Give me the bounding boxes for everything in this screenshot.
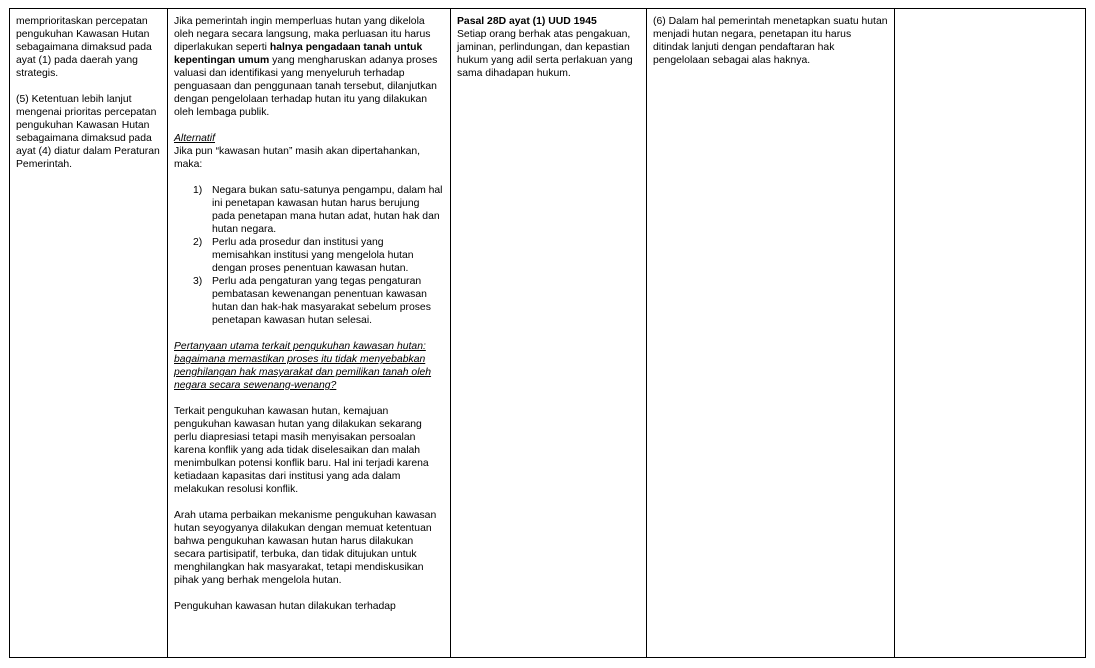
analysis-intro: Jika pemerintah ingin memperluas hutan yang dikelola oleh negara secara langsung, maka perluasan itu harus diperlakukan seperti halnya pengadaan tanah untuk kepentingan umum yang mengharuskan adanya proses valuasi dan identifikasi yang menyeluruh terhadap penguasaan dan penggunaan tanah tersebut, dilanjutkan dengan pengelolaan terhadap hutan itu yang dilakukan oleh lembaga publik. (174, 16, 438, 118)
main-question: Pertanyaan utama terkait pengukuhan kawasan hutan: bagaimana memastikan proses itu tidak menyebabkan penghilangan hak masyarakat dan pemilikan tanah oleh negara secara sewenang-wenang? (174, 341, 432, 391)
list-item: 3) Perlu ada pengaturan yang tegas pengaturan pembatasan kewenangan penentuan kawasan hutan dan hak-hak masyarakat sebelum proses penetapan kawasan hutan selesai. (193, 276, 431, 326)
table-row (10, 9, 1086, 658)
cell-notes (895, 9, 1086, 658)
law-paragraph-5: (5) Ketentuan lebih lanjut mengenai prioritas percepatan pengukuhan Kawasan Hutan sebagaimana dimaksud pada ayat (4) diatur dalam Peraturan Pemerintah. (16, 94, 160, 170)
alternative-list (174, 184, 444, 327)
final-paragraph: Pengukuhan kawasan hutan dilakukan terhadap (174, 601, 396, 612)
cell-proposal (647, 9, 895, 658)
cell-legal-basis (451, 9, 647, 658)
alternative-heading: Alternatif (174, 133, 216, 144)
document-table (9, 8, 1086, 658)
bold-phrase: halnya pengadaan tanah untuk kepentingan umum (174, 42, 423, 66)
alternative-intro: Jika pun “kawasan hutan” masih akan dipertahankan, maka: (174, 146, 421, 170)
cell-law-text (10, 9, 168, 658)
list-item: 2) Perlu ada prosedur dan institusi yang memisahkan institusi yang mengelola hutan dengan proses penentuan kawasan hutan. (193, 237, 414, 274)
legal-basis-body: Setiap orang berhak atas pengakuan, jaminan, perlindungan, dan kepastian hukum yang adil serta perlakuan yang sama dihadapan hukum. (457, 29, 633, 79)
law-paragraph-4-continued: memprioritaskan percepatan pengukuhan Kawasan Hutan sebagaimana dimaksud pada ayat (1) pada daerah yang strategis. (16, 16, 152, 79)
legal-basis-heading: Pasal 28D ayat (1) UUD 1945 (457, 16, 597, 27)
direction-paragraph: Arah utama perbaikan mekanisme pengukuhan kawasan hutan seyogyanya dilakukan dengan memuat ketentuan bahwa pengukuhan kawasan hutan harus dilakukan secara partisipatif, terbuka, dan tidak ditujukan untuk menghilangkan hak masyarakat, tetapi mendiskusikan pihak yang berhak mengelola hutan. (174, 510, 437, 586)
proposal-paragraph-6: (6) Dalam hal pemerintah menetapkan suatu hutan menjadi hutan negara, penetapan itu harus ditindak lanjuti dengan pendaftaran hak pengelolaan sebagai alas haknya. (653, 16, 888, 66)
list-item: 1) Negara bukan satu-satunya pengampu, dalam hal ini penetapan kawasan hutan harus berujung pada penetapan mana hutan adat, hutan hak dan hutan negara. (193, 185, 443, 235)
cell-analysis (168, 9, 451, 658)
progress-paragraph: Terkait pengukuhan kawasan hutan, kemajuan pengukuhan kawasan hutan yang dilakukan sekarang perlu diapresiasi tetapi masih menyisakan persoalan karena konflik yang ada tidak diselesaikan dan malah menimbulkan potensi konflik baru. Hal ini terjadi karena ketiadaan kapasitas dari institusi yang ada dalam melakukan resolusi konflik. (174, 406, 429, 495)
